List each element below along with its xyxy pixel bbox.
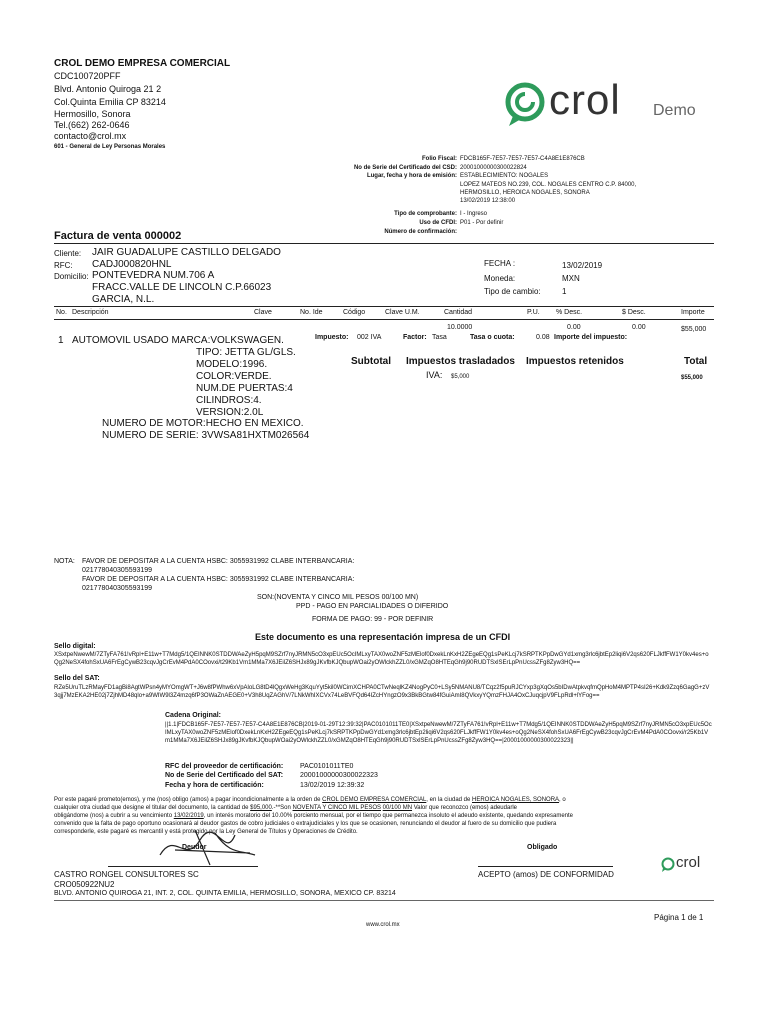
col-code: Código: [343, 309, 366, 316]
promissory-line-1: [54, 797, 566, 803]
issuer-rfc: CDC100720PFF: [54, 71, 121, 81]
place-line-3: HERMOSILLO, HEROICA NOGALES, SONORA: [460, 190, 590, 196]
promissory-text-2c: Valor que reconozco (emos) adeudarle: [413, 805, 517, 811]
place-line-4: 13/02/2019 12:38:00: [460, 198, 516, 204]
debtor-signature: [155, 825, 265, 870]
cert-date-label: Fecha y hora de certificación:: [165, 782, 264, 789]
cert-date-value: 13/02/2019 12:39:32: [300, 782, 365, 789]
col-description: Descripción: [72, 309, 109, 316]
issuer-email: contacto@crol.mx: [54, 131, 127, 141]
sat-cert-value: 20001000000300022323: [300, 772, 378, 779]
item-desc-5: CILINDROS:4.: [196, 395, 262, 406]
csd-value: 20001000000300022824: [460, 165, 527, 171]
col-unit-price: P.U.: [527, 309, 540, 316]
client-address-2: FRACC.VALLE DE LINCOLN C.P.66023: [92, 282, 272, 293]
title-divider: [54, 243, 714, 244]
footer-company-rfc: CRO050922NU2: [54, 880, 115, 889]
exchange-rate-value: 1: [562, 287, 567, 296]
type-value: I - Ingreso: [460, 211, 488, 217]
note-label: NOTA:: [54, 558, 75, 565]
currency-value: MXN: [562, 274, 580, 283]
promissory-date: 13/02/2019: [173, 813, 204, 819]
place-line-2: LOPEZ MATEOS NO.239, COL. NOGALES CENTRO C.P. 84000,: [460, 182, 637, 188]
promissory-text-1: Por este pagaré prometo(emos), y me (nos) obligo (amos) a pagar incondicionalmente a la orden de: [54, 797, 321, 803]
type-label: Tipo de comprobante:: [394, 211, 457, 217]
issuer-name: CROL DEMO EMPRESA COMERCIAL: [54, 58, 231, 69]
promissory-line-5: corresponderle, este pagaré es mercantil y está protegido por la Ley General de Títulos y Operaciones de Crédito.: [54, 829, 358, 835]
pac-value: PAC0101011TE0: [300, 763, 354, 770]
item-amount: $55,000: [681, 326, 707, 333]
item-desc-8: NUMERO DE SERIE: 3VWSA81HXTM026564: [102, 430, 310, 441]
item-desc-1: TIPO: JETTA GL/GLS.: [196, 347, 296, 358]
rate-value: 0.08: [536, 334, 550, 341]
col-unit-key: Clave U.M.: [385, 309, 420, 316]
rate-label: Tasa o cuota:: [470, 334, 515, 341]
tax-amount-label: Importe del impuesto:: [554, 334, 628, 341]
iva-value: $5,000: [451, 374, 470, 380]
col-no: No.: [56, 309, 67, 316]
item-desc-4: NUM.DE PUERTAS:4: [196, 383, 293, 394]
website: www.crol.mx: [366, 922, 400, 928]
client-address-1: PONTEVEDRA NUM.706 A: [92, 270, 215, 281]
sat-seal-label: Sello del SAT:: [54, 675, 100, 682]
client-label: Cliente:: [54, 249, 82, 258]
issuer-address-2: Col.Quinta Emilia CP 83214: [54, 97, 166, 107]
col-discount-pct: % Desc.: [556, 309, 583, 316]
folio-value: FDCB165F-7E57-7E57-7E57-C4A8E1E876CB: [460, 156, 585, 162]
issuer-address-1: Blvd. Antonio Quiroga 21 2: [54, 84, 162, 94]
note-line-2: 021778040305593199: [82, 567, 153, 574]
promissory-text-3b: , un interés moratorio del 10.00% porciento mensual, por el tiempo que permanezca insoluto el adeudo existente, quedando expresamente: [203, 813, 573, 819]
issuer-regime: 601 - General de Ley Personas Morales: [54, 144, 166, 150]
promissory-text-2: cualquier otra ciudad que designe el titular del documento, la cantidad de: [54, 805, 249, 811]
item-quantity: 10.0000: [447, 324, 473, 331]
table-top-rule: [54, 306, 714, 307]
date-value: 13/02/2019: [562, 261, 603, 270]
tax-value: 002 IVA: [357, 334, 382, 341]
sat-seal: RZe5UruTLzRMayFD1agBi8AgtWPsn4yMYOmgWT+J6w8fPWhw6xVpAloLG8tD4lQgxWeHg3KquYyt5kil0WCimXCHPA0CTwNeqlKZ4NogPyC0+LSy5NMANU8/TCqz2f5puRJCYxp3gXqOs5bIDwAtpkvqfmQpHoM4MPTP4sI26+Kdk9Zzq6GagG+zV3qjj7MzEKA2HE02j7ZjhMD48qlo+a9WIW9l3Z4mzq6fP3OWaZnAEGE0+V3h8UqZAGhV/7LNkWhIXCVx74LeBVFQd64IZcHYngzO9x3BkBGtw84fGuiAmI8QVkxyYQmzFHJA4OxCJuqcjpV9FLpRdl+lYFog==: [54, 685, 710, 699]
promissory-cents: 00/100 MN: [382, 805, 413, 811]
crol-logo-suffix: Demo: [653, 102, 696, 119]
promissory-amount: $95,000: [250, 805, 272, 811]
digital-seal: XSxtpeNwewM/7ZTyFA761!vRpl+E11w+T7Mdg5/1QEINNK0STDDWAeZyH5pqM9SZrf7nyJRMN5cO3xpEUc5OcIMLxyTAX0woZNF5zMElof0DxekLnKxH2ZEgeEQg1sPeKLcj7kSRPTKPpDwGYd1xmg3rlc6jbtEp2liqi6V2qs620FLJkffFW1Y0kv4es+oQg2NeSX4fohSxUA6FrEgCywB23cqvJgCrEvM4PdA0COovxi/t29Kb1Vm1MMa7X6JEilZ6SHJx89gJKvfbKJQbupWOai2yOWlckhZZL0/xGMZqO8HTEqGh9j90RUDTSxlSErLpPnUcssZFg8Zyw3HQ==: [54, 652, 709, 666]
client-address-3: GARCIA, N.L.: [92, 294, 155, 305]
item-discount: 0.00: [632, 324, 646, 331]
promissory-line-2: [54, 805, 517, 811]
col-key: Clave: [254, 309, 272, 316]
csd-label: No de Serie del Certificado del CSD:: [353, 165, 457, 171]
total-label: Total: [684, 356, 708, 367]
invoice-title: Factura de venta 000002: [54, 230, 182, 242]
footer-company-address: BLVD. ANTONIO QUIROGA 21, INT. 2, COL. QUINTA EMILIA, HERMOSILLO, SONORA, MEXICO CP. 83214: [54, 890, 396, 897]
debtor-label: Deudor: [182, 844, 207, 851]
obligor-label: Obligado: [527, 844, 558, 851]
promissory-city: HEROICA NOGALES, SONORA: [472, 797, 560, 803]
sat-cert-label: No de Serie del Certificado del SAT:: [165, 772, 284, 779]
place-line-1: ESTABLECIMIENTO: NOGALES: [460, 173, 549, 179]
col-amount: Importe: [681, 309, 705, 316]
folio-label: Folio Fiscal:: [421, 156, 457, 162]
item-number: 1: [58, 335, 64, 346]
client-address-label: Domicilio:: [54, 272, 89, 281]
client-name: JAIR GUADALUPE CASTILLO DELGADO: [92, 247, 281, 258]
withheld-taxes-label: Impuestos retenidos: [526, 356, 624, 367]
promissory-words: NOVENTA Y CINCO MIL PESOS: [292, 805, 381, 811]
cfdi-title: Este documento es una representación impresa de un CFDI: [255, 632, 511, 642]
footer-crol-chat-icon: [660, 857, 676, 873]
digital-seal-label: Sello digital:: [54, 643, 96, 650]
crol-logo-text: crol: [549, 76, 621, 123]
obligor-signature-line: [478, 866, 613, 867]
promissory-line-3: [54, 813, 573, 819]
promissory-line-4: convenido que la falta de pago oportuno ocasionará al deudor gastos de cobro judiciales o extrajudiciales y los que se ocasionen, renunciando el deudor al fuero de su domicilio que pudiera: [54, 821, 557, 827]
item-desc-6: VERSION:2.0L: [196, 407, 264, 418]
subtotal-label: Subtotal: [351, 356, 391, 367]
crol-logo: [503, 76, 703, 130]
client-rfc-label: RFC:: [54, 261, 73, 270]
col-id: No. Ide: [300, 309, 323, 316]
promissory-text-1b: , en la ciudad de: [426, 797, 471, 803]
exchange-rate-label: Tipo de cambio:: [484, 287, 541, 296]
transferred-taxes-label: Impuestos trasladados: [406, 356, 515, 367]
item-desc-0: AUTOMOVIL USADO MARCA:VOLKSWAGEN.: [72, 335, 284, 346]
col-discount-amt: $ Desc.: [622, 309, 646, 316]
pac-label: RFC del proveedor de certificación:: [165, 763, 284, 770]
note-line-1: FAVOR DE DEPOSITAR A LA CUENTA HSBC: 3055931992 CLABE INTERBANCARIA:: [82, 558, 355, 565]
promissory-text-1c: , o: [559, 797, 566, 803]
note-line-4: 021778040305593199: [82, 585, 153, 592]
issuer-city: Hermosillo, Sonora: [54, 109, 131, 119]
client-rfc: CADJ000820HNL: [92, 259, 172, 270]
payment-form: FORMA DE PAGO: 99 - POR DEFINIR: [312, 616, 434, 623]
confirmation-label: Número de confirmación:: [384, 229, 457, 235]
amount-in-words: SON:(NOVENTA Y CINCO MIL PESOS 00/100 MN): [257, 594, 419, 601]
footer-crol-logo-text: crol: [676, 854, 701, 871]
place-label: Lugar, fecha y hora de emisión:: [366, 173, 457, 179]
debtor-signature-line: [108, 866, 258, 867]
total-value: $55,000: [681, 375, 703, 381]
promissory-text-3: obligándome (nos) a cubrir a su vencimiento: [54, 813, 173, 819]
promissory-company: CROL DEMO EMPRESA COMERCIAL: [322, 797, 427, 803]
item-unit-price: 0.00: [567, 324, 581, 331]
iva-label: IVA:: [426, 370, 443, 380]
item-desc-3: COLOR:VERDE.: [196, 371, 272, 382]
original-chain: ||1.1|FDCB165F-7E57-7E57-7E57-C4A8E1E876CB|2019-01-29T12:39:32|PAC0101011TE0|XSxtpeNwewM/7ZTyFA761!vRpl+E11w+T7Mdg5/1QEINNK0STDDWAeZyH5pqM9SZrf7nyJRMN5cO3xpEUc5OcIMLxyTAX0woZNF5zMElof0DxekLnKxH2ZEgeEQg1sPeKLcj7kSRPTKPpDwGYd1xmg3rlc6jbtEp2liqi6V2qs620FLJkffFW1Y0kv4es+oQg2NeSX4fohSxUA6FrEgCywB23cqvJgCrEvM4PdA0COovxi/r25Kb1Vm1MMa7X6JEilZ6SHJx89gJKvfbKJQbupWOai2yOWlckhZZL0/xGMZqO8HTEqGh9j90RUDTSxlSErLpPnUcssZFg8Zyw3HQ==|20001000000300022323||: [165, 722, 712, 744]
crol-chat-icon: [503, 80, 553, 130]
item-desc-7: NUMERO DE MOTOR:HECHO EN MEXICO.: [102, 418, 304, 429]
promissory-text-2b: .-**Son: [271, 805, 291, 811]
table-header-rule: [54, 319, 714, 320]
use-value: P01 - Por definir: [460, 220, 504, 226]
currency-label: Moneda:: [484, 274, 516, 283]
page-number: Página 1 de 1: [654, 913, 704, 922]
acceptance-text: ACEPTO (amos) DE CONFORMIDAD: [478, 870, 614, 879]
date-label: FECHA :: [484, 259, 516, 268]
item-desc-2: MODELO:1996.: [196, 359, 268, 370]
footer-company-name: CASTRO RONGEL CONSULTORES SC: [54, 870, 199, 879]
use-label: Uso de CFDI:: [419, 220, 457, 226]
factor-value: Tasa: [432, 334, 447, 341]
footer-crol-logo: [660, 855, 720, 875]
factor-label: Factor:: [403, 334, 427, 341]
note-line-3: FAVOR DE DEPOSITAR A LA CUENTA HSBC: 3055931992 CLABE INTERBANCARIA:: [82, 576, 355, 583]
footer-rule: [54, 900, 714, 901]
payment-method: PPD - PAGO EN PARCIALIDADES O DIFERIDO: [296, 603, 449, 610]
col-quantity: Cantidad: [444, 309, 473, 316]
original-chain-label: Cadena Original:: [165, 712, 222, 719]
tax-label: Impuesto:: [315, 334, 349, 341]
issuer-phone: Tel.(662) 262-0646: [54, 120, 130, 130]
